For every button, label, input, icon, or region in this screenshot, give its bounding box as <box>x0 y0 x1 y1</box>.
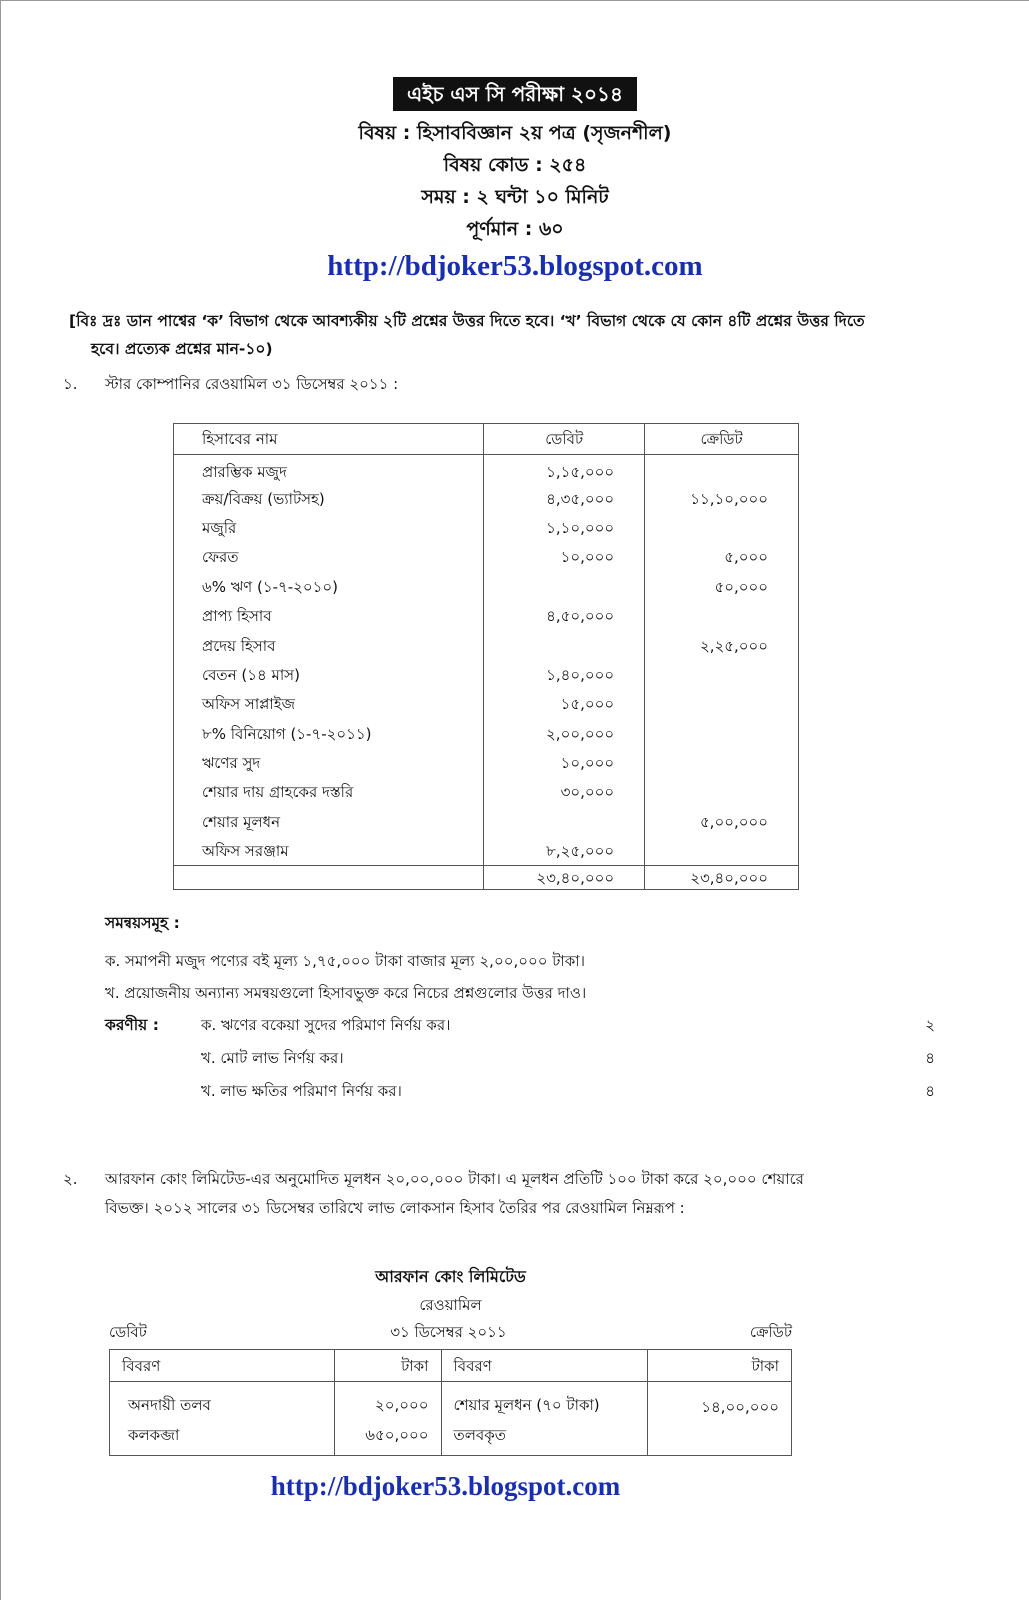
trial-balance-table-1 <box>173 423 799 890</box>
credit-amount: ৫,০০০ <box>645 543 799 572</box>
credit-label: ক্রেডিট <box>749 1323 792 1342</box>
debit-amount: ৮,২৫,০০০ <box>484 837 645 866</box>
exam-time: সময় : ২ ঘন্টা ১০ মিনিট <box>421 186 609 208</box>
account-name: ফেরত <box>174 543 484 572</box>
debit-amount: ২,০০,০০০ <box>484 719 645 748</box>
statement-title: রেওয়ামিল <box>419 1296 482 1315</box>
account-name: অফিস সরঞ্জাম <box>174 837 484 866</box>
debit-amount: ১০,০০০ <box>484 543 645 572</box>
credit-amount <box>645 513 799 542</box>
account-name: বেতন (১৪ মাস) <box>174 660 484 689</box>
q2-line-2: বিভক্ত। ২০১২ সালের ৩১ ডিসেম্বর তারিখে লাভ লোকসান হিসাব তৈরির পর রেওয়ামিল নিম্নরূপ : <box>105 1199 685 1218</box>
account-name: শেয়ার মূলধন <box>174 807 484 836</box>
tasks <box>105 1012 935 1111</box>
account-name: প্রদেয় হিসাব <box>174 631 484 660</box>
table-row <box>174 572 799 601</box>
adjustments-title: সমন্বয়সমূহ : <box>105 914 180 933</box>
account-name: প্রারম্ভিক মজুদ <box>174 455 484 484</box>
particular: শেয়ার মূলধন (৭০ টাকা) <box>453 1396 600 1415</box>
adjustment-item: ক. সমাপনী মজুদ পণ্যের বই মূল্য ১,৭৫,০০০ টাকা বাজার মূল্য ২,০০,০০০ টাকা। <box>105 952 585 971</box>
q1-heading <box>63 371 1011 397</box>
q2-line-1: আরফান কোং লিমিটেড-এর অনুমোদিত মূলধন ২০,০০,০০০ টাকা। এ মূলধন প্রতিটি ১০০ টাকা করে ২০,০০০ শেয়ারে <box>105 1170 804 1189</box>
particular: কলকব্জা <box>128 1426 180 1445</box>
col-header: টাকা <box>648 1350 792 1382</box>
table-row <box>174 455 799 484</box>
task-mark: ৪ <box>925 1082 935 1101</box>
account-name: মজুরি <box>174 513 484 542</box>
amount: ২০,০০০ <box>374 1396 429 1415</box>
task-row <box>105 1045 935 1078</box>
table-row <box>174 719 799 748</box>
q2-number: ২. <box>63 1170 78 1189</box>
table-row <box>174 660 799 689</box>
credit-amount <box>645 455 799 484</box>
amount: ৬৫০,০০০ <box>365 1426 429 1445</box>
note-line-2: হবে। প্রত্যেক প্রশ্নের মান-১০) <box>91 340 273 358</box>
debit-amount <box>484 807 645 836</box>
table-row <box>174 484 799 513</box>
task-row <box>105 1012 935 1045</box>
table-row <box>174 837 799 866</box>
table-row <box>174 778 799 807</box>
blog-url[interactable]: http://bdjoker53.blogspot.com <box>327 250 703 282</box>
credit-amount <box>645 601 799 630</box>
task-mark: ৪ <box>925 1049 935 1068</box>
table-row <box>174 748 799 777</box>
debit-amount: ৪,৩৫,০০০ <box>484 484 645 513</box>
debit-amount <box>484 631 645 660</box>
credit-amount <box>645 719 799 748</box>
col-header: টাকা <box>334 1350 441 1382</box>
task-mark: ২ <box>925 1016 935 1035</box>
table-row <box>174 513 799 542</box>
table-row <box>174 543 799 572</box>
credit-amount: ৫,০০,০০০ <box>645 807 799 836</box>
task-item: খ. মোট লাভ নির্ণয় কর। <box>201 1049 344 1068</box>
account-name: প্রাপ্য হিসাব <box>174 601 484 630</box>
company-name: আরফান কোং লিমিটেড <box>375 1267 526 1287</box>
adjustments <box>105 908 1029 1006</box>
debit-amount: ৩০,০০০ <box>484 778 645 807</box>
col-header: ডেবিট <box>484 424 645 455</box>
instruction-note <box>69 307 1015 363</box>
col-header: বিবরণ <box>441 1350 648 1382</box>
footer-url[interactable]: http://bdjoker53.blogspot.com <box>270 1471 621 1502</box>
total-row <box>174 866 799 890</box>
debit-amount: ১০,০০০ <box>484 748 645 777</box>
col-header: বিবরণ <box>110 1350 335 1382</box>
account-name: ৬% ঋণ (১-৭-২০১০) <box>174 572 484 601</box>
account-name: ৮% বিনিয়োগ (১-৭-২০১১) <box>174 719 484 748</box>
credit-total: ২৩,৪০,০০০ <box>645 866 799 890</box>
table-row <box>174 601 799 630</box>
credit-amount: ২,২৫,০০০ <box>645 631 799 660</box>
table-row <box>174 807 799 836</box>
exam-page <box>1 1 1029 1524</box>
table-header <box>174 424 799 455</box>
q1-title: স্টার কোম্পানির রেওয়ামিল ৩১ ডিসেম্বর ২০১১ : <box>105 375 399 393</box>
task-item: খ. লাভ ক্ষতির পরিমাণ নির্ণয় কর। <box>201 1082 402 1101</box>
full-marks: পূর্ণমান : ৬০ <box>466 218 564 240</box>
q1-number: ১. <box>63 375 78 393</box>
credit-amount <box>645 690 799 719</box>
task-item: ক. ঋণের বকেয়া সুদের পরিমাণ নির্ণয় কর। <box>201 1016 451 1035</box>
debit-total: ২৩,৪০,০০০ <box>484 866 645 890</box>
account-name: ঋণের সুদ <box>174 748 484 777</box>
debit-amount: ৪,৫০,০০০ <box>484 601 645 630</box>
col-header: হিসাবের নাম <box>174 424 484 455</box>
credit-amount: ১১,১০,০০০ <box>645 484 799 513</box>
adjustment-item: খ. প্রয়োজনীয় অন্যান্য সমন্বয়গুলো হিসাবভুক্ত করে নিচের প্রশ্নগুলোর উত্তর দাও। <box>105 984 587 1003</box>
particular: অনদায়ী তলব <box>128 1396 211 1415</box>
trial-balance-table-2 <box>109 1349 792 1456</box>
debit-amount: ১,১৫,০০০ <box>484 455 645 484</box>
table-row <box>110 1382 792 1456</box>
credit-amount <box>645 837 799 866</box>
credit-amount <box>645 748 799 777</box>
debit-amount <box>484 572 645 601</box>
statement-date: ৩১ ডিসেম্বর ২০১১ <box>390 1323 507 1342</box>
credit-amount <box>645 778 799 807</box>
exam-title: এইচ এস সি পরীক্ষা ২০১৪ <box>393 77 637 111</box>
debit-amount: ১,৪০,০০০ <box>484 660 645 689</box>
col-header: ক্রেডিট <box>645 424 799 455</box>
subject: বিষয় : হিসাববিজ্ঞান ২য় পত্র (সৃজনশীল) <box>358 122 672 144</box>
table-row <box>174 690 799 719</box>
tasks-label: করণীয় : <box>105 1016 159 1035</box>
debit-amount: ১৫,০০০ <box>484 690 645 719</box>
amount: ১৪,০০,০০০ <box>701 1398 779 1417</box>
credit-amount: ৫০,০০০ <box>645 572 799 601</box>
total-label <box>174 866 484 890</box>
particular: তলবকৃত <box>453 1426 507 1445</box>
table-row <box>174 631 799 660</box>
debit-label: ডেবিট <box>109 1323 147 1342</box>
credit-amount <box>645 660 799 689</box>
account-name: ক্রয়/বিক্রয় (ভ্যাটসহ) <box>174 484 484 513</box>
subject-code: বিষয় কোড : ২৫৪ <box>443 154 587 176</box>
account-name: অফিস সাপ্লাইজ <box>174 690 484 719</box>
debit-amount: ১,১০,০০০ <box>484 513 645 542</box>
note-line-1: [বিঃ দ্রঃ ডান পাশ্বের ‘ক’ বিভাগ থেকে আবশ্যকীয় ২টি প্রশ্নের উত্তর দিতে হবে। ‘খ’ বিভাগ থেকে যে কোন ৪টি প্রশ্নের উত্তর দিতে <box>69 312 865 330</box>
account-name: শেয়ার দায় গ্রাহকের দস্তরি <box>174 778 484 807</box>
statement-heading <box>109 1263 792 1345</box>
table-header <box>110 1350 792 1382</box>
q2-intro <box>1 1165 1029 1223</box>
task-row <box>105 1078 935 1111</box>
